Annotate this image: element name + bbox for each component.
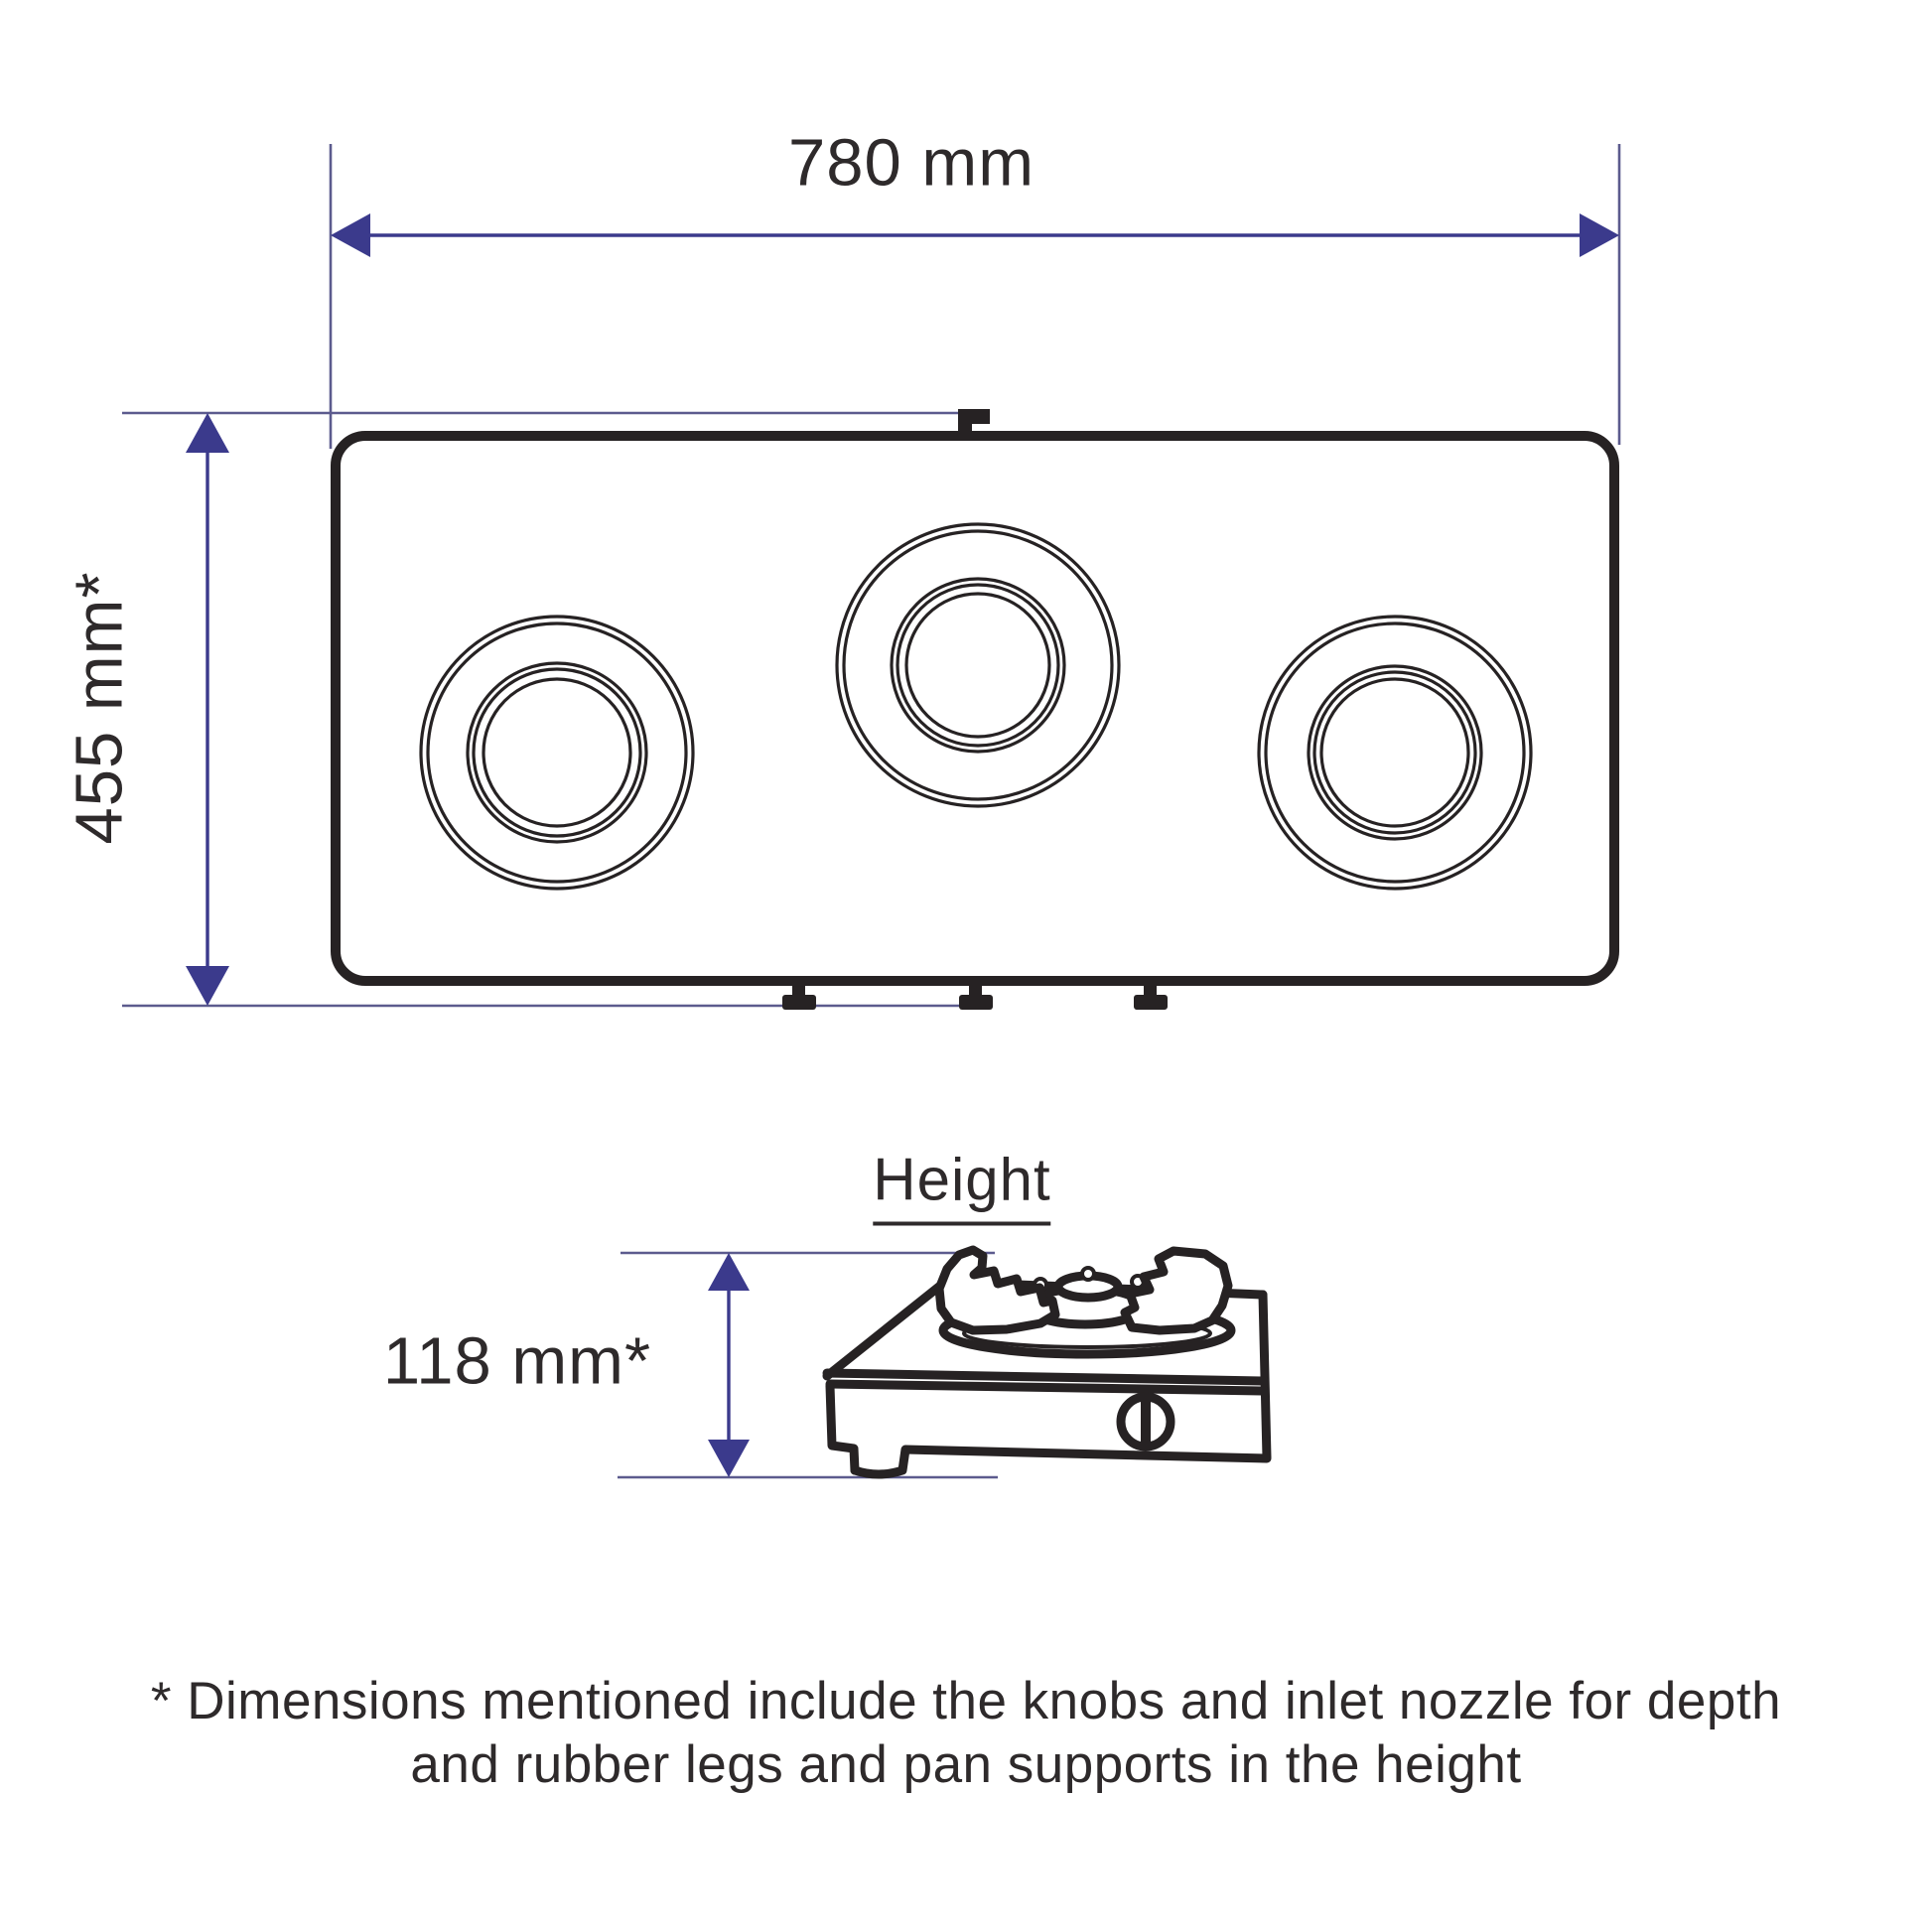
- control-knob: [1121, 1397, 1171, 1447]
- width-label: 780 mm: [787, 125, 1035, 201]
- burner-right: [1259, 617, 1531, 889]
- side-right-edge: [1263, 1295, 1267, 1457]
- stove-top-view: [336, 409, 1614, 1010]
- height-label: 118 mm*: [382, 1323, 652, 1399]
- footnote-line-1: * Dimensions mentioned include the knobs and inlet nozzle for depth: [150, 1672, 1782, 1730]
- footnote-line-2: and rubber legs and pan supports in the height: [410, 1735, 1522, 1794]
- arrow-up-icon: [708, 1253, 750, 1291]
- depth-label: 455 mm*: [62, 571, 137, 845]
- height-section-title: Height: [873, 1146, 1050, 1226]
- burner-left: [421, 617, 693, 889]
- side-foot-and-bottom-edge: [855, 1449, 1267, 1474]
- pan-support-left: [939, 1250, 1055, 1330]
- burner-center: [837, 524, 1119, 806]
- arrow-down-icon: [708, 1440, 750, 1477]
- stove-side-view: [827, 1250, 1267, 1474]
- side-rim-lower: [830, 1384, 1265, 1391]
- depth-dimension: [122, 413, 993, 1006]
- arrow-left-icon: [331, 213, 370, 257]
- side-left-edge-and-foot: [830, 1386, 855, 1470]
- side-rim-upper: [827, 1373, 1265, 1381]
- footnote: [0, 1670, 1932, 1797]
- arrow-right-icon: [1580, 213, 1619, 257]
- arrow-down-icon: [186, 966, 229, 1006]
- pan-support-right: [1125, 1251, 1228, 1330]
- arrow-up-icon: [186, 413, 229, 453]
- side-top-left-edge: [827, 1282, 945, 1376]
- stove-body-outline: [336, 436, 1614, 981]
